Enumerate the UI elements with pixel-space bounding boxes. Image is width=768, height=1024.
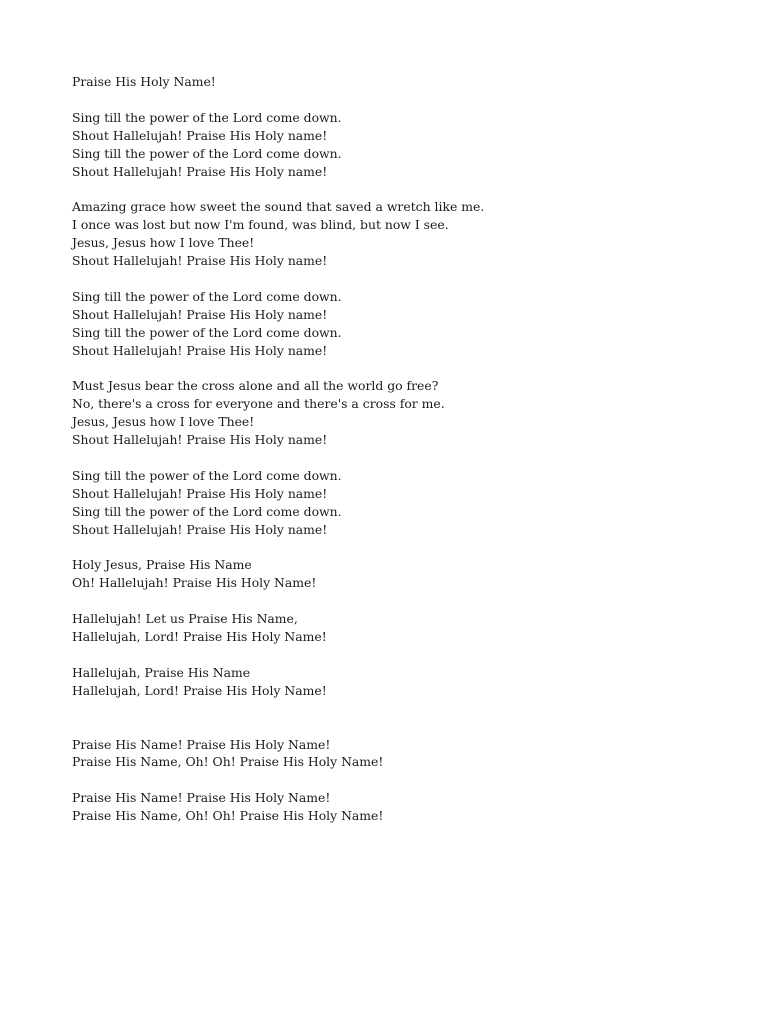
lyric-line: Shout Hallelujah! Praise His Holy name! <box>72 342 328 358</box>
lyric-line: Sing till the power of the Lord come down. <box>72 324 342 340</box>
lyric-line: Hallelujah, Praise His Name <box>72 664 251 680</box>
stanza-4 <box>72 377 732 449</box>
stanza-9 <box>72 736 732 772</box>
lyric-line: Shout Hallelujah! Praise His Holy name! <box>72 253 328 269</box>
lyric-line: Sing till the power of the Lord come down. <box>72 109 342 125</box>
stanza-6 <box>72 556 732 592</box>
lyric-line: Jesus, Jesus how I love Thee! <box>72 414 255 430</box>
lyric-line: Shout Hallelujah! Praise His Holy name! <box>72 521 328 537</box>
lyric-line: Hallelujah, Lord! Praise His Holy Name! <box>72 629 327 645</box>
lyric-line: Shout Hallelujah! Praise His Holy name! <box>72 306 328 322</box>
song-title: Praise His Holy Name! <box>72 74 216 89</box>
lyric-line: Sing till the power of the Lord come down. <box>72 288 342 304</box>
lyric-line: Holy Jesus, Praise His Name <box>72 557 252 573</box>
lyric-line: Jesus, Jesus how I love Thee! <box>72 235 255 251</box>
document-page <box>72 73 732 843</box>
lyric-line: No, there's a cross for everyone and there's a cross for me. <box>72 396 445 412</box>
lyric-line: Praise His Name, Oh! Oh! Praise His Holy Name! <box>72 808 384 824</box>
lyric-line: Sing till the power of the Lord come down. <box>72 467 342 483</box>
lyric-line: I once was lost but now I'm found, was blind, but now I see. <box>72 217 449 233</box>
lyric-line: Praise His Name, Oh! Oh! Praise His Holy Name! <box>72 754 384 770</box>
stanza-3 <box>72 288 732 360</box>
lyric-line: Shout Hallelujah! Praise His Holy name! <box>72 432 328 448</box>
lyric-line: Hallelujah! Let us Praise His Name, <box>72 611 298 627</box>
lyric-line: Sing till the power of the Lord come down. <box>72 145 342 161</box>
lyric-line: Oh! Hallelujah! Praise His Holy Name! <box>72 575 317 591</box>
lyric-line: Sing till the power of the Lord come down. <box>72 503 342 519</box>
lyric-line: Praise His Name! Praise His Holy Name! <box>72 790 331 806</box>
lyric-line: Praise His Name! Praise His Holy Name! <box>72 736 331 752</box>
lyric-line: Amazing grace how sweet the sound that saved a wretch like me. <box>72 199 485 215</box>
stanza-5 <box>72 467 732 539</box>
lyric-line: Must Jesus bear the cross alone and all the world go free? <box>72 378 439 394</box>
lyric-line: Hallelujah, Lord! Praise His Holy Name! <box>72 682 327 698</box>
stanza-2 <box>72 198 732 270</box>
lyric-line: Shout Hallelujah! Praise His Holy name! <box>72 163 328 179</box>
stanza-10 <box>72 789 732 825</box>
stanza-8 <box>72 664 732 700</box>
stanza-7 <box>72 610 732 646</box>
lyric-line: Shout Hallelujah! Praise His Holy name! <box>72 485 328 501</box>
stanza-1 <box>72 109 732 181</box>
lyric-line: Shout Hallelujah! Praise His Holy name! <box>72 127 328 143</box>
